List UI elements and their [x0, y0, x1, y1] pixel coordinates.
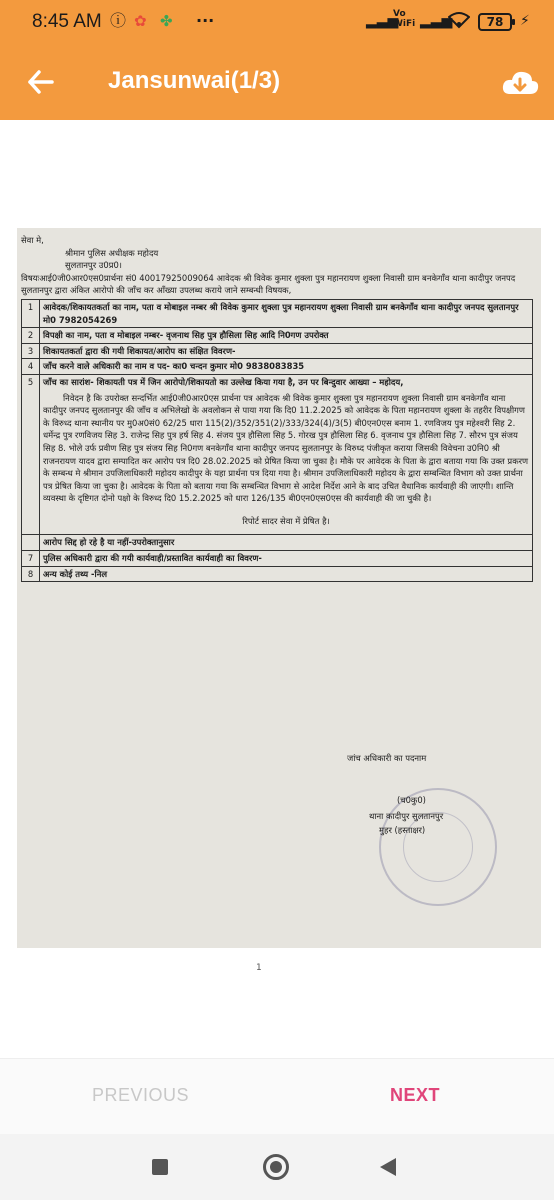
status-time: 8:45 AM: [32, 11, 102, 32]
row-text: जाँच करने वाले अधिकारी का नाम व पद- का0 चन्दन कुमार मो0 9838083835: [40, 359, 533, 375]
signatory-initial: (च0कु0): [397, 795, 426, 805]
table-row: [22, 374, 533, 535]
row-number: [22, 535, 40, 551]
table-row: [22, 566, 533, 582]
back-triangle-icon[interactable]: [380, 1158, 396, 1176]
wifi-icon: [448, 11, 470, 34]
row-text: आरोप सिद्द हो रहे है या नहीं-उपरोक्तानुसार: [40, 535, 533, 551]
row-number: 7: [22, 551, 40, 567]
charging-icon: ⚡: [520, 13, 530, 29]
page-title: Jansunwai(1/3): [108, 67, 281, 94]
document-viewer[interactable]: [0, 120, 554, 1058]
table-row: [22, 359, 533, 375]
row-number: 1: [22, 299, 40, 327]
report-line: रिपोर्ट सादर सेवा में प्रेषित है।: [242, 515, 330, 526]
table-row: [22, 328, 533, 344]
addressee: श्रीमान पुलिस अधीक्षक महोदय: [65, 247, 159, 258]
back-button[interactable]: [22, 64, 58, 100]
table-row: [22, 551, 533, 567]
pinwheel-icon: ✤: [160, 12, 173, 30]
row-number: 2: [22, 328, 40, 344]
address-city: सुलतानपुर उ0प्र0।: [65, 260, 122, 271]
more-dots-icon: ···: [196, 11, 215, 30]
cloud-download-icon: [500, 68, 540, 98]
signatory-seal: मुहर (हस्ताक्षर): [379, 825, 426, 835]
battery-icon: 78: [478, 13, 512, 31]
document-text: [21, 234, 533, 582]
document-page: [17, 228, 541, 948]
previous-button[interactable]: PREVIOUS: [92, 1085, 190, 1105]
signal-icon: ▂▃▅: [366, 13, 399, 29]
table-row: [22, 299, 533, 327]
table-row: [22, 343, 533, 359]
subject: विषयःआई0जी0आर0एस0प्रार्थना सं0 40017925009064 आवेदक श्री विवेक कुमार शुक्ला पुत्र महानरायण शुक्ला निवासी ग्राम बनकेगाँव थाना कादीपुर जनपद सुलतानपुर द्वारा अंकित आरोपो की जाँच कर आँख्या उपलब्ध कराये जाने सम्बन्धी विषयक,: [21, 272, 516, 296]
row-text: अन्य कोई तथ्य -निल: [40, 566, 533, 582]
info-table: [21, 299, 533, 582]
signal-2-icon: ▂▃▅: [420, 13, 453, 29]
status-bar: [0, 0, 554, 44]
next-button[interactable]: NEXT: [390, 1085, 441, 1105]
signatory-title: जांच अधिकारी का पदनाम: [347, 753, 427, 763]
row-text: विपक्षी का नाम, पता व मोबाइल नम्बर- वृजनाथ सिह पुत्र हौसिला सिह आदि नि0गण उपरोक्त: [40, 328, 533, 344]
row-number: 4: [22, 359, 40, 375]
signatory-station: थाना कादीपुर सुलतानपुर: [369, 811, 444, 821]
pager-bar: [0, 1058, 554, 1134]
row-text: पुलिस अधिकारी द्वारा की गयी कार्यवाही/प्रस्तावित कार्यवाही का विवरण-: [40, 551, 533, 567]
table-row: [22, 535, 533, 551]
app-bar: [0, 44, 554, 120]
row-number: 8: [22, 566, 40, 582]
vowifi-label: Vo WiFi: [393, 9, 416, 29]
flower-icon: ✿: [134, 12, 147, 30]
row-text: शिकायतकर्ता द्वारा की गयी शिकायत/आरोप का संक्षित विवरण-: [40, 343, 533, 359]
back-arrow-icon: [22, 64, 58, 100]
row-text: आवेदक/शिकायतकर्ता का नाम, पता व मोबाइल नम्बर श्री विवेक कुमार शुक्ला पुत्र महानरायण शुक्ला निवासी ग्राम बनकेगाँव थाना कादीपुर जनपद सुलतानपुर मो0 7982054269: [40, 299, 533, 327]
app-notification-icon: ⓘ: [110, 11, 127, 30]
salutation: सेवा मे,: [21, 235, 44, 245]
recents-square-icon[interactable]: [152, 1159, 168, 1175]
system-nav-bar: [0, 1134, 554, 1200]
download-button[interactable]: [500, 68, 540, 98]
row-text: जाँच का सारांश- शिकायती पत्र में जिन आरोपो/शिकायतो का उल्लेख किया गया है, उन पर बिन्दुवार आख्या – महोदय,: [43, 376, 404, 387]
summary-paragraph: निवेदन है कि उपरोक्त सन्दर्भित आई0जी0आर0एस प्रार्थना पत्र आवेदक श्री विवेक कुमार शुक्ला पुत्र महानरायण शुक्ला निवासी ग्राम बनकेगाँव थाना कादीपुर जनपद सुलतानपुर की जाँच व अभिलेखो के अवलोकन से पाया गया कि दि0 11.2.2025 को आवेदक के पिता महानरायण शुक्ला के तहरीर विपक्षीगण के विरुध्द थाना स्थानीय पर मु0अ0सं0 62/25 धारा 115(2)/352/351(2)/333/324(4)/3(5) बी0एन0एस बनाम 1. रणविजय पुत्र महेश्वरी सिह 2. धर्मेन्द्र पुत्र रणविजय सिह 3. राजेन्द्र सिह पुत्र हर्ष सिह 4. संजय पुत्र हौसिला सिह 5. गोरख पुत्र हौसिला सिह 6. वृजनाथ पुत्र हौसिला सिह 7. सौरभ पुत्र संजय सिह 8. भोले उर्फ प्रवीण सिह पुत्र संजय सिह नि0गण बनकेगाँव थाना कादीपुर जनपद सुलतानपुर के विरुध्द पंजीकृत कराया जिसकी विवेचना उ0नि0 श्री राजनरायण यादव द्वारा सम्पादित कर आरोप पत्र दि0 28.02.2025 को प्रेषित किया जा चुका है। मौके पर आवेदक के पिता के द्वारा बताया गया कि उक्त प्रकरण के सम्बन्ध मे श्रीमान उपजिलाधिकारी महोदय कादीपुर के यहा प्रार्थना पत्र दिया गया है। श्रीमान उपजिलाधिकारी महोदय के द्वारा सम्बन्धित विभाग को उक्त प्रार्थना पत्र प्रेषित किया जा चुका है। आवेदक के पिता को बताया गया कि सम्बन्धित विभाग से आदेश निर्देश आने के बाद उचित वैधानिक कार्यवाही की जाएगी। शान्ति व्यवस्था के दृष्टिगत दोनो पक्षो के विरुध्द दि0 15.2.2025 को धारा 126/135 बी0एन0एस0एस की कार्यवाही की जा चुकी है।: [43, 392, 529, 504]
row-number: 3: [22, 343, 40, 359]
page-number: 1: [256, 963, 262, 973]
summary-cell: [40, 374, 533, 535]
row-number: 5: [22, 374, 40, 535]
home-circle-icon[interactable]: [263, 1154, 289, 1180]
